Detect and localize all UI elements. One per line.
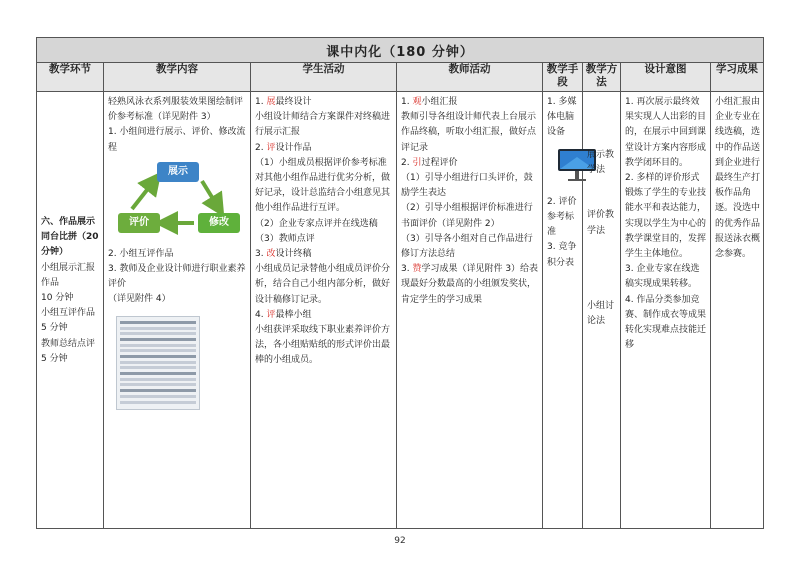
red-keyword: 改 bbox=[266, 249, 276, 260]
outcome-text: 小组汇报由企业专业在线选稿，选中的作品送到企业进行最终生产打板作品角逐。没选中的优秀作品报送泳衣概念参赛。 bbox=[715, 97, 761, 260]
header-method: 教学方法 bbox=[583, 63, 621, 92]
red-keyword: 引 bbox=[412, 157, 422, 168]
teacher-text: 教师引导各组设计师代表上台展示作品终稿，听取小组汇报，做好点评记录 bbox=[401, 112, 537, 153]
diagram-review-box: 评价 bbox=[118, 213, 160, 233]
lesson-plan-table bbox=[36, 37, 764, 529]
teacher-activity-cell: 1. 观小组汇报 教师引导各组设计师代表上台展示作品终稿，听取小组汇报，做好点评记录 2. 引过程评价 （1）引导小组进行口头评价，鼓励学生表达 （2）引导小组根据评价标准进行书面评价（详见附件 2） （3）引导各小组对自己作品进行修订方法总结 3. 赞学习成果（详见附件 3）给表现最好分数最高的小组颁发奖状，肯定学生的学习成果 bbox=[397, 92, 543, 529]
content-item: 3. 教师及企业设计师进行职业素养评价 bbox=[108, 264, 246, 290]
method-item: 评价教学法 bbox=[587, 210, 615, 236]
student-text: 小组设计师结合方案课件对终稿进行展示汇报 bbox=[255, 112, 391, 138]
stage-cell bbox=[37, 92, 104, 529]
teacher-text: （3）引导各小组对自己作品进行修订方法总结 bbox=[401, 233, 533, 260]
means-item: 2. 评价参考标准 bbox=[547, 196, 577, 238]
intent-item: 4. 作品分类参加竞赛、制作成衣等成果转化实现难点技能迁移 bbox=[625, 294, 707, 351]
stage-name: 六、作品展示同台比拼（20分钟） bbox=[41, 217, 99, 258]
means-item: 1. 多媒体电脑设备 bbox=[547, 97, 577, 138]
student-text: 小组获评采取线下职业素养评价方法，各小组贴贴纸的形式评价出最棒的小组成员。 bbox=[255, 325, 391, 366]
content-intro: 轻熟风泳衣系列服装效果图绘制评价参考标准（详见附件 3） bbox=[108, 97, 244, 123]
diagram-show-box: 展示 bbox=[157, 162, 199, 182]
diagram-revise-box: 修改 bbox=[198, 213, 240, 233]
content-note: （详见附件 4） bbox=[108, 294, 171, 305]
red-keyword: 观 bbox=[412, 97, 422, 107]
stage-detail: 10 分钟 bbox=[41, 293, 74, 304]
header-student: 学生活动 bbox=[251, 63, 397, 92]
header-stage: 教学环节 bbox=[37, 63, 104, 92]
red-keyword: 展 bbox=[266, 97, 276, 107]
design-intent-cell bbox=[621, 92, 711, 529]
student-activity-cell: 1. 展最终设计 小组设计师结合方案课件对终稿进行展示汇报 2. 评设计作品 （1）小组成员根据评价参考标准对其他小组作品进行优劣分析，做好记录，设计总监结合小组意见其他小组作品进行互评。 （2）企业专家点评并在线选稿 （3）教师点评 3. 改设计终稿 小组成员记录替他小组成员评价分析，结合自己小组内部分析，做好设计稿修订记录。 4. 评最棒小组 小组获评采取线下职业素养评价方法，各小组贴贴纸的形式评价出最棒的小组成员。 bbox=[251, 92, 397, 529]
means-item: 3. 竞争积分表 bbox=[547, 242, 577, 268]
stage-detail: 小组展示汇报作品 bbox=[41, 262, 96, 288]
intent-item: 3. 企业专家在线选稿实现成果转移。 bbox=[625, 264, 700, 290]
stage-detail: 教师总结点评 5 分钟 bbox=[41, 338, 96, 364]
header-means: 教学手段 bbox=[543, 63, 583, 92]
show-review-revise-diagram bbox=[118, 159, 238, 237]
method-cell bbox=[583, 92, 621, 529]
student-text: （1）小组成员根据评价参考标准对其他小组作品进行优劣分析，做好记录，设计总监结合小组意见其他小组作品进行互评。 bbox=[255, 157, 391, 214]
content-item: 1. 小组间进行展示、评价、修改流程 bbox=[108, 127, 246, 153]
red-keyword: 评 bbox=[266, 142, 276, 153]
outcome-cell bbox=[711, 92, 764, 529]
page-number: 92 bbox=[394, 536, 406, 546]
content-cell bbox=[104, 92, 251, 529]
teacher-text: （2）引导小组根据评价标准进行书面评价（详见附件 2） bbox=[401, 203, 533, 229]
intent-item: 1. 再次展示最终效果实现人人出彩的目的，在展示中回到课堂设计方案内容形成教学闭环目的。 bbox=[625, 97, 707, 168]
header-intent: 设计意图 bbox=[621, 63, 711, 92]
stage-detail: 小组互评作品 5 分钟 bbox=[41, 308, 96, 334]
method-item: 展示教学法 bbox=[587, 150, 615, 176]
teacher-text: （1）引导小组进行口头评价，鼓励学生表达 bbox=[401, 173, 533, 199]
red-keyword: 赞 bbox=[412, 264, 422, 275]
header-outcome: 学习成果 bbox=[711, 63, 764, 92]
header-content: 教学内容 bbox=[104, 63, 251, 92]
method-item: 小组讨论法 bbox=[587, 300, 615, 327]
student-text: （2）企业专家点评并在线选稿 bbox=[255, 218, 378, 229]
student-text: （3）教师点评 bbox=[255, 233, 315, 244]
red-keyword: 评 bbox=[266, 309, 276, 320]
student-text: 小组成员记录替他小组成员评价分析，结合自己小组内部分析，做好设计稿修订记录。 bbox=[255, 264, 391, 305]
header-teacher: 教师活动 bbox=[397, 63, 543, 92]
content-item: 2. 小组互评作品 bbox=[108, 248, 174, 259]
evaluation-sheet-thumbnail bbox=[116, 316, 200, 410]
intent-item: 2. 多样的评价形式锻炼了学生的专业技能水平和表达能力，实现以学生为中心的教学课堂目的，发挥学生主体地位。 bbox=[625, 173, 707, 260]
table-title: 课中内化（180 分钟） bbox=[37, 38, 764, 63]
means-cell bbox=[543, 92, 583, 529]
